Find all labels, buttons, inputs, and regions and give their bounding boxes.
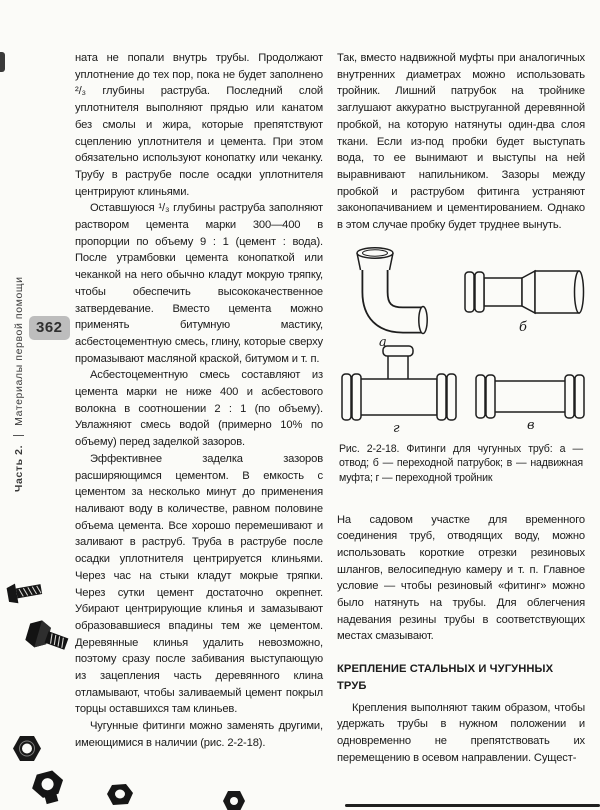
paragraph: Чугунные фитинги можно заменять другими, имеющимися в наличии (рис. 2-2-18).: [75, 720, 323, 749]
section-heading: КРЕПЛЕНИЕ СТАЛЬНЫХ И ЧУГУННЫХ ТРУБ: [337, 663, 554, 692]
figure-label-v: в: [527, 417, 535, 433]
paragraph: ната не попали внутрь трубы. Продолжают уплотнение до тех пор, пока не будет заполнено ²/₃ глубины раструба. Последний слой уплотнителя выполняют прядью или канатом без смолы и жира, которые препятствуют сцеплению уплотнителя и цемента. При этом обязательно используют конопатку или чеканку. Трубу в раструбе после осадки уплотнителя центрируют клиньями.: [75, 52, 323, 198]
nut-image: [106, 783, 134, 810]
figure-label-g: г: [393, 420, 400, 436]
nut-icon: [222, 790, 246, 810]
paragraph: Асбестоцементную смесь составляют из цемента марки не ниже 400 и асбестового волокна в соотношении 2 : 1 (по объему). Увлажняют смесь водой (примерно 10% по объему) перед заделкой зазоров.: [75, 369, 323, 449]
nut-icon: [106, 783, 134, 807]
figure-fittings: [337, 240, 587, 440]
bolt-image: [15, 611, 76, 672]
figure-label-b: б: [519, 319, 527, 335]
paragraph: Эффективнее заделка зазоров расширяющимся цементом. В емкость с цементом за несколько минут до применения наливают воду в количестве, равном половине объема цемента. Все хорошо перемешивают и заливают в раструб. Труба в раструбе после осадки уплотнителя центрируется клиньями. Через час на стыки кладут мокрые тряпки. Через сутки цемент достаточно окрепнет. Убирают центрирующие клинья и замазывают образовавшиеся впадины тем же цементом. Деревянные клинья удалить невозможно, поэтому сразу после забивания выступающую из зацепления часть деревянного клина отламывают, чтобы заливаемый цемент покрыл торцы оставшихся там клиньев.: [75, 452, 323, 716]
bolt-icon: [17, 611, 76, 667]
fittings-drawing: [337, 240, 587, 440]
paragraph: Так, вместо надвижной муфты при аналогичных внутренних диаметрах можно использовать тройник. Лишний патрубок на тройнике заглушают аккуратно выструганной деревянной пробкой, на которую натянуты один-два слоя ткани. Если из-под пробки будет выступать вода, то ее вынимают и выступы на ней выравнивают напильником. Зазоры между пробкой и раструбом фитинга устраняют законопачиванием и цементированием. Однако в этом случае пробку будет труднее вынуть.: [337, 52, 585, 232]
figure-caption: Рис. 2-2-18. Фитинги для чугунных труб: а — отвод; б — переходной патрубок; в — надвижная муфта; г — переходной тройник: [339, 442, 583, 484]
nut-image: [222, 790, 246, 810]
paragraph: Оставшуюся ¹/₃ глубины раструба заполняют раствором цемента марки 300—400 в пропорции по объему 9 : 1 (цемент : вода). После утрамбовки цемента конопаткой или чеканкой на него обычно кладут мокрую тряпку, чтобы обеспечить высококачественное затвердевание. Вместо цемента можно применять битумную мастику, асбестоцементную смесь, глину, которые сверху промазывают масляной краской, битумом и т. п.: [75, 202, 323, 365]
bolt-head-image: [28, 766, 71, 810]
sidebar-section-label: [13, 162, 25, 492]
paragraph: Крепления выполняют таким образом, чтобы удержать трубы в нужном положении и одновременно не препятствовать их перемещению в осевом направлении. Сущест-: [337, 701, 585, 764]
text-columns: [75, 50, 585, 766]
fitting-tee-drawing: [342, 346, 456, 420]
sidebar-section-title: Материалы первой помощи: [13, 276, 25, 426]
scan-artifact: [0, 52, 5, 72]
fitting-coupling-drawing: [476, 375, 584, 418]
nut-image: [12, 735, 42, 767]
nut-icon: [12, 735, 42, 762]
sidebar-part-label: Часть 2.: [13, 444, 25, 492]
fitting-elbow-drawing: [357, 248, 427, 334]
right-column: [337, 50, 585, 766]
screw-image: [3, 575, 46, 614]
sidebar-divider: [13, 435, 24, 436]
left-column: [75, 50, 323, 766]
page-number-badge: 362: [29, 316, 70, 340]
bolt-head-icon: [28, 766, 70, 808]
fitting-reducer-drawing: [465, 271, 584, 313]
figure-label-a: а: [379, 334, 387, 350]
screw-icon: [3, 575, 45, 609]
paragraph: На садовом участке для временного соединения труб, отводящих воду, можно использовать короткие отрезки резиновых шлангов, велосипедную камеру и т. п. Главное условие — чтобы резиновый «фитинг» можно было натянуть на трубы. Для облегчения надевания резины трубы в соответствующих местах смазывают.: [337, 513, 585, 643]
scan-artifact: [345, 804, 600, 807]
